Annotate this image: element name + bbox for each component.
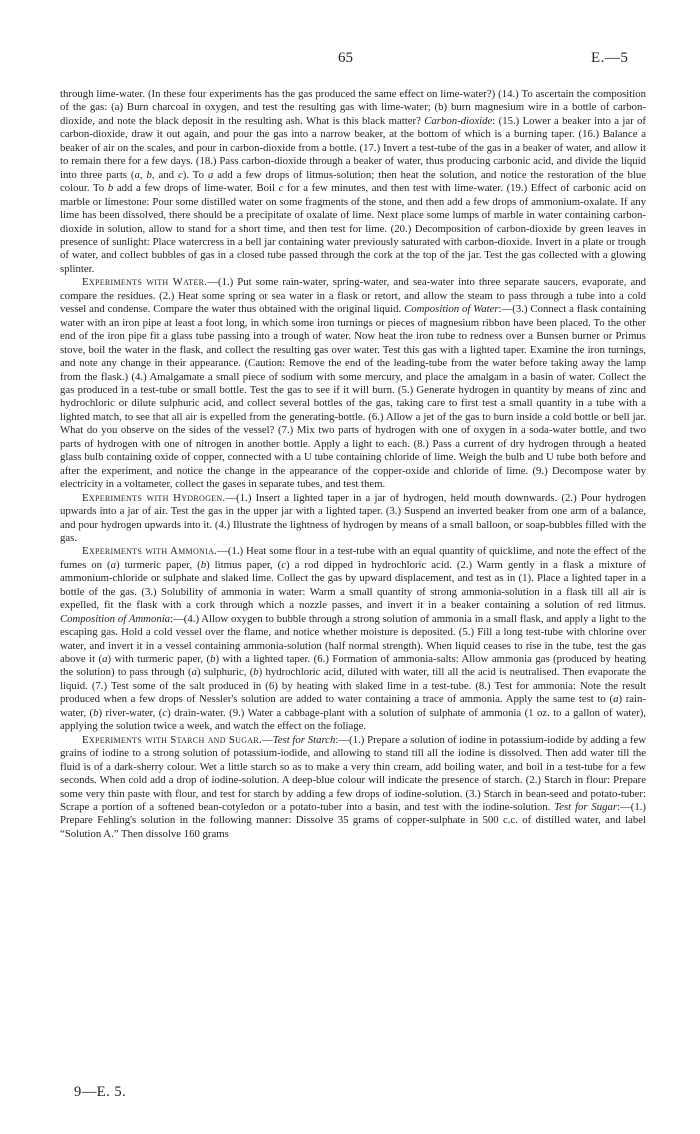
text-run: —(1.) Heat some flour in a test-tube with an equal quantity of quicklime, and note the effect of the fumes on (: [60, 545, 646, 571]
text-run: for a few minutes, and then test with lime-water. (19.) Effect of carbonic acid on marble or limestone: Pour some distilled water on some fragments of the stone, and then add a few drops of ammonium-oxalate. If any lime has been dissolved, there should be a precipitate of oxalate of lime. Next place some lumps of marble in water containing carbon-dioxide in solution, allow to stand for a short time, and then test for lime. (20.) Decomposition of carbon-dioxide by green leaves in presence of sunlight: Place watercress in a bell jar containing water previously saturated with carbon-dioxide. Invert in a plate or trough of water, and collect bubbles of gas in a closed tube passed through the cork at the top of the jar. Test the gas collected with a glowing splinter.: [60, 182, 646, 275]
text-run: b: [210, 653, 216, 666]
text-run: b: [93, 706, 99, 719]
text-run: b: [253, 666, 259, 679]
text-run: ) litmus paper, (: [206, 558, 282, 571]
text-run: c: [281, 558, 287, 571]
text-run: —(1.) Insert a lighted taper in a jar of hydrogen, held mouth downwards. (2.) Pour hydrogen upwards into a jar of air. Test the gas in the upper jar with a lighted taper. (3.) Suspend an inverted beaker from one arm of a balance, and pour hydrogen upwards into it. (4.) Illustrate the lightness of hydrogen by means of a small balloon, or soap-bubbles filled with the gas.: [60, 491, 646, 544]
paragraph-experiments-with-ammonia: [60, 545, 646, 733]
text-run: c: [278, 182, 284, 195]
text-run: ) with turmeric paper, (: [107, 653, 211, 666]
text-run: Test for Sugar: [554, 801, 618, 814]
footer-signature: 9—E. 5.: [74, 1084, 127, 1100]
text-run: b: [107, 182, 114, 195]
text-run: through lime-water. (In these four experiments has the gas produced the same effect on lime-water?) (14.) To ascertain the composition of the gas: (a) Burn charcoal in oxygen, and test the resulting gas with lime-water; (b) burn magnesium wire in a bottle of carbon-dioxide, and note the black deposit in the resulting ash. What is this black matter?: [60, 88, 646, 127]
text-run: Experiments with Starch and Sugar.: [82, 733, 262, 746]
text-run: ) hydrochloric acid, diluted with water, till all the acid is neutralised. Then evaporate the liquid. (7.) Test some of the salt produced in (6) by heating with slaked lime in a test-tube. (8.) Test for ammonia: Note the result produced when a few drops of Nessler's solution are added to water containing a trace of ammonia. Apply the same test to (: [60, 666, 647, 706]
text-run: , and: [151, 168, 178, 181]
text-run: a: [110, 558, 116, 571]
text-run: Experiments with Hydrogen.: [82, 491, 226, 504]
text-run: :—(3.) Connect a flask containing water with an iron pipe at least a foot long, in which some iron turnings or pieces of magnesium ribbon have been placed. To the other end of the iron pipe fit a glass tube passing into a trough of water. Now heat the iron tube to redness over a Bunsen burner or Primus stove, boil the water in the flask, and collect the resulting gas over water. Test this gas with a lighted taper. Examine the iron turnings, and note any change in their appearance. (Caution: Remove the end of the leading-tube from the water before taking away the lamp from the flask.) (4.) Amalgamate a small piece of sodium with some mercury, and place the amalgam in a basin of water. Collect the gas produced in a test-tube or small bottle. Test the gas to see if it will burn. (5.) Generate hydrogen in quantity by means of zinc and hydrochloric or dilute sulphuric acid, and collect several bottles of the gas, taking care to first test a small quantity in a tube with a lighted match, to see that all air is expelled from the generating-bottle. (6.) Allow a jet of the gas to burn inside a cold bottle or bell jar. What do you observe on the sides of the vessel? (7.) Mix two parts of hydrogen with one of oxygen in a soda-water bottle, and two parts of hydrogen with one of nitrogen in another bottle. Apply a light to each. (8.) Pass a current of dry hydrogen through a heated glass bulb containing oxide of copper, connected with a U tube containing chloride of lime. Weigh the bulb and U tube both before and after the experiment, and notice the change in the appearance of the copper-oxide and chloride of lime. (9.) Decompose water by electricity in a voltameter, collect the gases in separate tubes, and test them.: [60, 303, 646, 491]
document-reference: E.—5: [591, 50, 629, 66]
text-run: a: [134, 168, 140, 181]
text-run: add a few drops of litmus-solution; then heat the solution, and notice the restoration of the blue colour. To: [60, 168, 647, 195]
page-number: 65: [338, 50, 353, 66]
text-run: Composition of Ammonia: [60, 612, 171, 625]
text-run: b: [146, 168, 152, 181]
text-run: b: [200, 558, 207, 571]
text-run: Test for Starch: [272, 733, 336, 746]
text-run: ) a rod dipped in hydrochloric acid. (2.) Warm gently in a flask a mixture of ammonium-chloride or sulphate and slaked lime. Collect the gas by upward displacement, and test as in (1). Place a lighted taper in a bottle of the gas. (3.) Solubility of ammonia in water: Warm a small quantity of strong ammonia-solution in a flask till all air is expelled, fit the flask with a cork through which a nozzle passes, and invert it in a beaker containing a solution of red litmus.: [60, 558, 646, 612]
text-run: a: [191, 666, 197, 679]
text-run: Experiments with Ammonia.: [82, 545, 218, 558]
paragraph-experiments-with-hydrogen: [60, 492, 646, 546]
body-text: [60, 88, 646, 841]
text-run: Experiments with Water.: [82, 276, 208, 289]
paragraph-experiments-with-starch-and-sugar: [60, 734, 646, 842]
text-run: ) drain-water. (9.) Water a cabbage-plant with a solution of sulphate of ammonia (1 oz. to a gallon of water), applying the solution twice a week, and watch the effect on the foliage.: [60, 706, 646, 733]
paragraph-experiments-with-water: [60, 276, 646, 491]
text-run: ) with a lighted taper. (6.) Formation of ammonia-salts: Allow ammonia gas (produced by heating the solution) to pass through (: [60, 653, 646, 679]
text-run: :—(4.) Allow oxygen to bubble through a strong solution of ammonia in a small flask, and apply a light to the escaping gas. Hold a cold vessel over the flame, and notice whether moisture is deposited. (5.) Fill a long test-tube with chlorine over water, and invert it in a vessel containing ammonia-solution (half normal strength). When liquid ceases to rise in the tube, test the gas above it (: [60, 612, 646, 666]
text-run: add a few drops of lime-water. Boil: [113, 182, 279, 195]
text-run: a: [102, 653, 108, 666]
text-run: c: [162, 706, 168, 719]
text-run: :—(1.) Prepare a solution of iodine in potassium-iodide by adding a few grains of iodine to a strong solution of potassium-iodide, and allowing to stand till all the iodine is dissolved. Then add water till the fluid is of a dark-sherry colour. Wet a little starch so as to make a very thin cream, add boiling water, and boil in a test-tube for a few seconds. When cold add a drop of iodine-solution. A deep-blue colour will indicate the presence of starch. (2.) Starch in flour: Prepare some very thin paste with flour, and test for starch by adding a few drops of iodine-solution. (3.) Starch in bean-seed and potato-tuber: Scrape a portion of a softened bean-cotyledon or a potato-tuber into a basin, and test with the iodine-solution.: [60, 733, 646, 814]
text-run: —(1.) Put some rain-water, spring-water, and sea-water into three separate saucers, evaporate, and compare the residues. (2.) Heat some spring or sea water in a flask or retort, and allow the steam to pass through a tube into a cold vessel and condense. Compare the water thus obtained with the original liquid.: [60, 276, 646, 316]
text-run: ,: [139, 168, 147, 181]
text-run: a: [613, 693, 619, 706]
text-run: ) river-water, (: [98, 706, 163, 719]
text-run: c: [178, 168, 183, 181]
text-run: Composition of Water: [404, 303, 499, 316]
text-run: Carbon-dioxide: [424, 114, 493, 127]
text-run: ). To: [182, 168, 208, 181]
text-run: ) rain-water, (: [60, 693, 646, 719]
text-run: a: [207, 168, 214, 181]
text-run: ) turmeric paper, (: [115, 558, 201, 571]
text-run: :—(1.) Prepare Fehling's solution in the following manner: Dissolve 35 grams of copper-sulphate in 500 c.c. of distilled water, and label “Solution A.” Then dissolve 160 grams: [60, 801, 646, 840]
text-run: —: [262, 733, 273, 746]
text-run: ) sulphuric, (: [196, 666, 254, 679]
text-run: : (15.) Lower a beaker into a jar of carbon-dioxide, draw it out again, and pour the gas into a narrow beaker, at the bottom of which is a burning taper. (16.) Balance a beaker of air on the scales, and pour in carbon-dioxide from a bottle. (17.) Invert a test-tube of the gas in a beaker of water, and allow it to remain there for a few days. (18.) Pass carbon-dioxide through a beaker of water, thus producing carbonic acid, and divide the liquid into three parts (: [60, 114, 646, 181]
paragraph-carbon-dioxide: [60, 88, 646, 276]
